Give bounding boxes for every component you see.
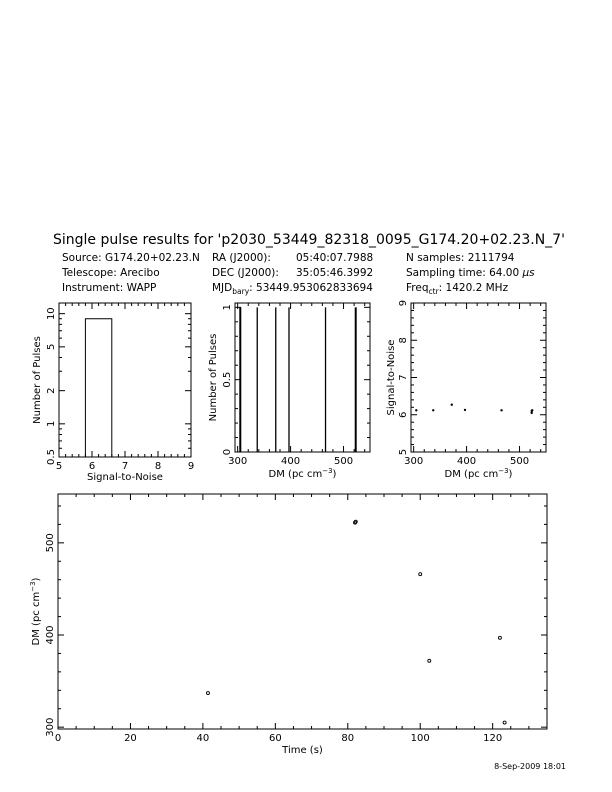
- y-tick-label: 9: [398, 299, 409, 307]
- nsamples-label: N samples: 2111794: [406, 252, 515, 264]
- scatter-point: [531, 409, 533, 411]
- freq-value: : 1420.2 MHz: [438, 282, 509, 294]
- x-tick-label: 8: [154, 461, 162, 472]
- sampling-prefix: Sampling time: 64.00: [406, 267, 523, 279]
- scatter-point: [498, 636, 501, 639]
- x-tick-label: 6: [88, 461, 96, 472]
- snr-histogram-frame: [59, 303, 191, 457]
- dec-value: 35:05:46.3992: [296, 267, 374, 279]
- ra-label: RA (J2000):: [212, 252, 271, 264]
- scatter-point: [415, 409, 417, 411]
- x-tick-label: 7: [121, 461, 129, 472]
- x-tick-label: 20: [124, 733, 137, 744]
- y-tick-label: 0: [222, 448, 233, 456]
- x-tick-label: 500: [333, 456, 354, 467]
- dec-label: DEC (J2000):: [212, 267, 279, 279]
- x-tick-label: 0: [54, 733, 62, 744]
- footer-timestamp: 8-Sep-2009 18:01: [494, 762, 566, 771]
- y-axis-label: Number of Pulses: [208, 333, 219, 422]
- scatter-point: [503, 721, 506, 724]
- y-tick-label: 1: [46, 420, 57, 428]
- y-tick-label: 300: [45, 717, 56, 737]
- histogram-bar: [85, 319, 111, 457]
- x-tick-label: 5: [55, 461, 63, 472]
- scatter-point: [428, 659, 431, 662]
- x-tick-label: 40: [196, 733, 210, 744]
- freq-prefix: Freq: [406, 282, 429, 294]
- y-tick-label: 1: [222, 304, 233, 311]
- y-tick-label: 2: [46, 387, 57, 394]
- x-axis-label: DM (pc $cm^{-3}$): [444, 467, 513, 480]
- dm-histogram-frame: [235, 303, 370, 452]
- ra-value: 05:40:07.7988: [296, 252, 374, 264]
- y-tick-label: 0.5: [222, 371, 233, 388]
- scatter-point: [451, 403, 453, 405]
- freq-subscript: ctr: [428, 287, 439, 297]
- scatter-point: [464, 409, 466, 411]
- scatter-point: [206, 692, 209, 695]
- scatter-point: [432, 409, 434, 411]
- x-tick-label: 100: [410, 733, 430, 744]
- x-tick-label: 120: [483, 733, 503, 744]
- x-axis-label: Time (s): [282, 745, 323, 756]
- x-tick-label: 60: [268, 733, 282, 744]
- telescope-label: Telescope: Arecibo: [62, 267, 160, 279]
- sampling-unit: μs: [522, 267, 535, 279]
- x-tick-label: 300: [404, 456, 424, 467]
- y-tick-label: 6: [398, 411, 409, 418]
- y-tick-label: 400: [45, 625, 56, 645]
- y-tick-label: 5: [46, 343, 57, 351]
- y-axis-label: Number of Pulses: [32, 336, 43, 424]
- y-tick-label: 5: [398, 448, 409, 456]
- x-tick-label: 80: [341, 733, 355, 744]
- y-axis-label: Signal-to-Noise: [386, 339, 397, 416]
- y-tick-label: 10: [46, 307, 57, 321]
- page-title: Single pulse results for 'p2030_53449_82318_0095_G174.20+02.23.N_7': [53, 232, 565, 248]
- x-tick-label: 300: [228, 456, 248, 467]
- y-tick-label: 0.5: [46, 449, 57, 465]
- scatter-point: [500, 409, 502, 411]
- scatter-point: [531, 412, 533, 414]
- mjd-prefix: MJD: [212, 282, 233, 294]
- x-tick-label: 9: [187, 461, 195, 472]
- y-tick-label: 500: [45, 533, 56, 553]
- x-axis-label: Signal-to-Noise: [87, 472, 163, 483]
- instrument-label: Instrument: WAPP: [62, 282, 157, 294]
- scatter-point: [419, 573, 422, 576]
- x-tick-label: 400: [281, 456, 301, 467]
- x-tick-label: 500: [509, 456, 530, 467]
- source-label: Source: G174.20+02.23.N: [62, 252, 200, 264]
- y-tick-label: 7: [398, 374, 409, 381]
- y-axis-label: DM (pc $cm^{-3}$): [29, 577, 42, 646]
- x-tick-label: 400: [457, 456, 477, 467]
- snr-vs-dm-frame: [411, 303, 546, 452]
- mjd-subscript: bary: [232, 287, 250, 297]
- mjd-value: : 53449.953062833694: [249, 282, 373, 294]
- y-tick-label: 8: [398, 337, 409, 344]
- x-axis-label: DM (pc $cm^{-3}$): [268, 467, 337, 480]
- dm-vs-time-frame: [58, 494, 547, 729]
